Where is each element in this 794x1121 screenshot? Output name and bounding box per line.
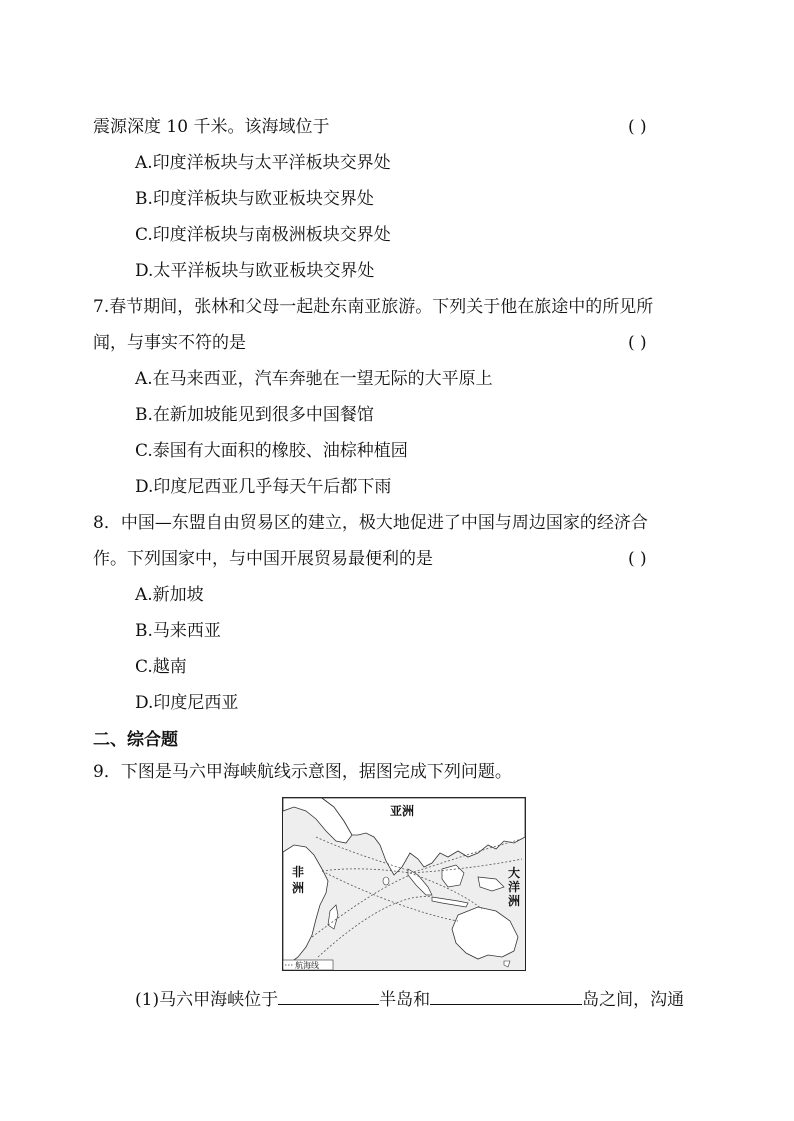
q9-sub1-part2: 半岛和 bbox=[379, 990, 431, 1010]
q8-answer-paren: ( ) bbox=[628, 549, 647, 569]
q8-option-a: A.新加坡 bbox=[135, 585, 204, 605]
q6-option-b: B.印度洋板块与欧亚板块交界处 bbox=[135, 189, 374, 209]
q8-option-c: C.越南 bbox=[135, 657, 187, 677]
q9-stem: 9．下图是马六甲海峡航线示意图，据图完成下列问题。 bbox=[93, 762, 512, 782]
label-africa-2: 洲 bbox=[292, 881, 305, 895]
label-africa-1: 非 bbox=[292, 865, 305, 879]
q9-sub1-part1: (1)马六甲海峡位于 bbox=[135, 990, 279, 1010]
q8-option-b: B.马来西亚 bbox=[135, 621, 221, 641]
q7-option-c: C.泰国有大面积的橡胶、油棕种植园 bbox=[135, 441, 408, 461]
q6-stem: 震源深度 10 千米。该海域位于 bbox=[93, 117, 330, 137]
q6-answer-paren: ( ) bbox=[628, 117, 647, 137]
answer-blank-island[interactable] bbox=[430, 986, 582, 1005]
q6-option-a: A.印度洋板块与太平洋板块交界处 bbox=[135, 153, 391, 173]
label-oceania-1: 大 bbox=[508, 866, 521, 880]
malacca-route-map bbox=[282, 797, 526, 971]
answer-blank-peninsula[interactable] bbox=[278, 986, 379, 1005]
q7-stem-line1: 7.春节期间，张林和父母一起赴东南亚旅游。下列关于他在旅途中的所见所 bbox=[93, 297, 654, 317]
section-title: 二、综合题 bbox=[93, 730, 178, 750]
q6-option-d: D.太平洋板块与欧亚板块交界处 bbox=[135, 261, 375, 281]
q7-option-d: D.印度尼西亚几乎每天午后都下雨 bbox=[135, 477, 392, 497]
q8-option-d: D.印度尼西亚 bbox=[135, 693, 239, 713]
q8-stem-line2: 作。下列国家中，与中国开展贸易最便利的是 bbox=[93, 549, 433, 569]
q7-option-b: B.在新加坡能见到很多中国餐馆 bbox=[135, 405, 374, 425]
label-oceania-3: 洲 bbox=[508, 894, 521, 908]
label-asia: 亚洲 bbox=[390, 804, 415, 818]
q7-answer-paren: ( ) bbox=[628, 333, 647, 353]
label-oceania-2: 洋 bbox=[508, 880, 521, 894]
q6-option-c: C.印度洋板块与南极洲板块交界处 bbox=[135, 225, 391, 245]
label-legend: 航海线 bbox=[295, 961, 319, 970]
q7-option-a: A.在马来西亚，汽车奔驰在一望无际的大平原上 bbox=[135, 369, 493, 389]
q8-stem-line1: 8．中国—东盟自由贸易区的建立，极大地促进了中国与周边国家的经济合 bbox=[93, 513, 648, 533]
q7-stem-line2: 闻，与事实不符的是 bbox=[93, 333, 246, 353]
q9-sub1 bbox=[135, 986, 684, 1012]
q9-sub1-part3: 岛之间，沟通 bbox=[582, 990, 685, 1010]
